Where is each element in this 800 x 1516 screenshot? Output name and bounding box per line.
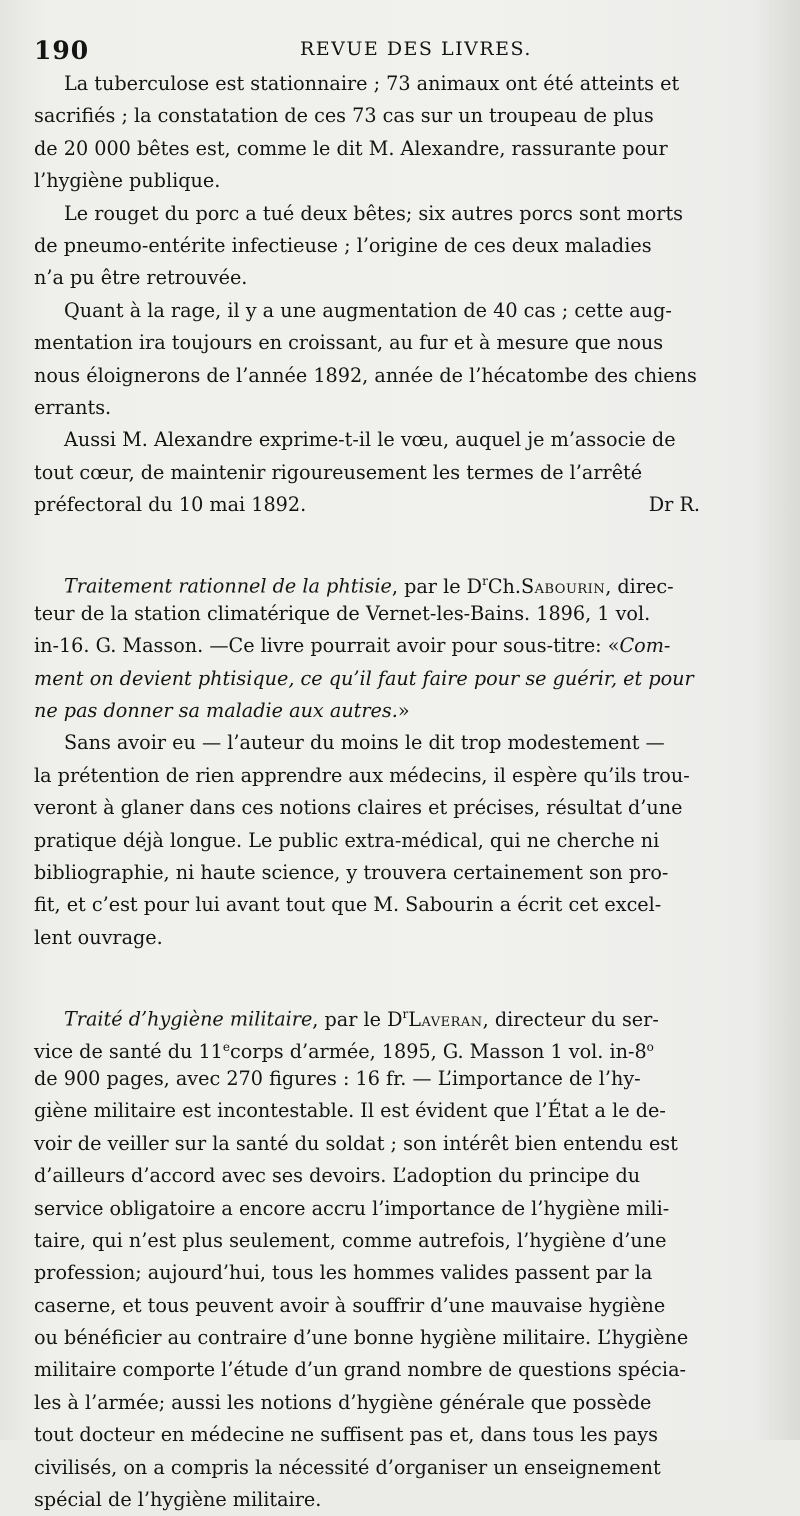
text-line: mentation ira toujours en croissant, au fur et à mesure que nous — [34, 331, 664, 355]
text-line: nous éloignerons de l’année 1892, année de l’hécatombe des chiens — [34, 363, 697, 387]
text-line: teur de la station climatérique de Vernet-les-Bains. 1896, 1 vol. — [34, 601, 651, 625]
text-line: bibliographie, ni haute science, y trouvera certainement son pro- — [34, 860, 669, 884]
text-line: taire, qui n’est plus seulement, comme autrefois, l’hygiène d’une — [34, 1228, 667, 1252]
text-line: Aussi M. Alexandre exprime-t-il le vœu, auquel je m’associe de — [64, 428, 676, 452]
book-title: Traitement rationnel de la phtisie — [64, 574, 392, 598]
text-line: Le rouget du porc a tué deux bêtes; six autres porcs sont morts — [64, 201, 684, 225]
text-line: profession; aujourd’hui, tous les hommes valides passent par la — [34, 1261, 653, 1285]
paragraph — [34, 295, 758, 425]
page-body — [34, 68, 758, 1516]
paragraph — [34, 424, 758, 521]
section-spacer — [34, 521, 758, 565]
text-line: ment on devient phtisique, ce qu’il faut faire pour se guérir, et pour — [34, 666, 694, 690]
text-line: l’hygiène publique. — [34, 169, 221, 193]
page-number: 190 — [34, 36, 90, 65]
text-line: militaire comporte l’étude d’un grand nombre de questions spécia- — [34, 1358, 686, 1382]
text-line: Sans avoir eu — l’auteur du moins le dit trop modestement — — [64, 731, 665, 755]
text-line: d’ailleurs d’accord avec ses devoirs. L’adoption du principe du — [34, 1164, 641, 1188]
text-line: lent ouvrage. — [34, 925, 163, 949]
book-title: Traité d’hygiène militaire — [64, 1007, 313, 1031]
signature-line — [34, 489, 758, 521]
text-line: ou bénéficier au contraire d’une bonne hygiène militaire. L’hygiène — [34, 1326, 689, 1350]
book-review — [34, 998, 758, 1516]
review-heading: Traitement rationnel de la phtisie, par le $D^rCh.Sabourin$, direc- — [34, 565, 758, 597]
author-name: Laveran — [408, 1007, 483, 1031]
text-line: la prétention de rien apprendre aux médecins, il espère qu’ils trou- — [34, 763, 690, 787]
text-line: giène militaire est incontestable. Il est évident que l’État a le de- — [34, 1099, 666, 1123]
page-header — [0, 28, 800, 68]
text-line: n’a pu être retrouvée. — [34, 266, 248, 290]
text-line: tout cœur, de maintenir rigoureusement les termes de l’arrêté — [34, 460, 643, 484]
text-line: voir de veiller sur la santé du soldat ; son intérêt bien entendu est — [34, 1131, 678, 1155]
text-line: spécial de l’hygiène militaire. — [34, 1488, 322, 1512]
text-line: fit, et c’est pour lui avant tout que M. Sabourin a écrit cet excel- — [34, 893, 662, 917]
text-line: Quant à la rage, il y a une augmentation de 40 cas ; cette aug- — [64, 298, 672, 322]
text-line: ne pas donner sa maladie aux autres.» — [34, 699, 410, 723]
text-line: vice de santé du 11ecorps d’armée, 1895, G. Masson 1 vol. in-8$^o$ — [34, 1039, 654, 1063]
text-line: veront à glaner dans ces notions claires et précises, résultat d’une — [34, 796, 683, 820]
author-name: Sabourin — [520, 574, 606, 598]
paragraph — [34, 68, 758, 198]
review-heading: Traité d’hygiène militaire, par le $D^rLaveran$, directeur du ser- — [34, 998, 758, 1030]
text-line: les à l’armée; aussi les notions d’hygiène générale que possède — [34, 1390, 652, 1414]
text-line: de 900 pages, avec 270 figures : 16 fr. — L’importance de l’hy- — [34, 1066, 641, 1090]
text-line: préfectoral du 10 mai 1892. — [34, 493, 307, 517]
text-line: service obligatoire a encore accru l’importance de l’hygiène mili- — [34, 1196, 670, 1220]
text-line: sacrifiés ; la constatation de ces 73 cas sur un troupeau de plus — [34, 104, 654, 128]
paragraph — [34, 198, 758, 295]
text-line: errants. — [34, 395, 112, 419]
text-line: tout docteur en médecine ne suffisent pas et, dans tous les pays — [34, 1423, 658, 1447]
text-line: La tuberculose est stationnaire ; 73 animaux ont été atteints et — [64, 72, 680, 95]
book-review — [34, 565, 758, 954]
text-line: pratique déjà longue. Le public extra-médical, qui ne cherche ni — [34, 828, 660, 852]
signature: Dr R. — [648, 493, 700, 517]
section-spacer — [34, 954, 758, 998]
text-line: in-16. G. Masson. —Ce livre pourrait avoir pour sous-titre: «Com- — [34, 634, 671, 658]
text-line: caserne, et tous peuvent avoir à souffrir d’une mauvaise hygiène — [34, 1293, 666, 1317]
text-line: de 20 000 bêtes est, comme le dit M. Alexandre, rassurante pour — [34, 136, 668, 160]
running-title: REVUE DES LIVRES. — [300, 38, 532, 60]
text-line: civilisés, on a compris la nécessité d’organiser un enseignement — [34, 1455, 661, 1479]
text-line: de pneumo-entérite infectieuse ; l’origine de ces deux maladies — [34, 233, 652, 257]
